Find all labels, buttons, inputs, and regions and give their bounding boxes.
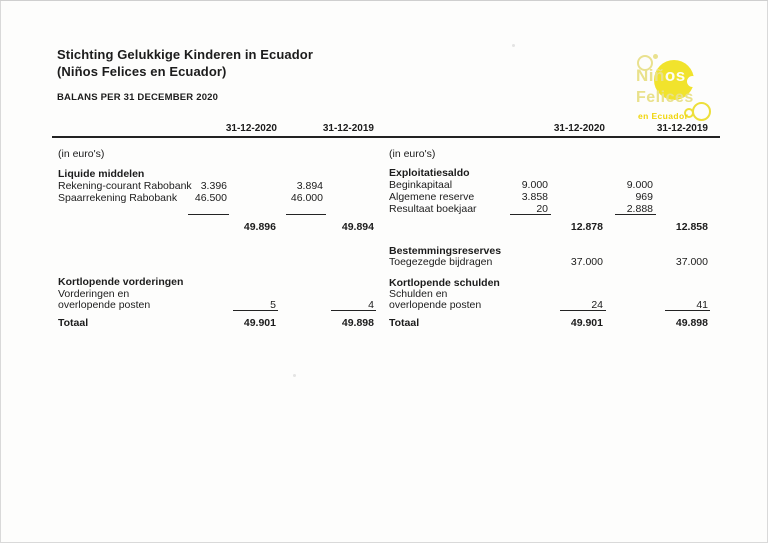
- subtotal-row: [389, 221, 708, 234]
- row-label: Spaarrekening Rabobank: [58, 192, 178, 204]
- table-row: [58, 192, 375, 205]
- table-row: [58, 299, 375, 312]
- value-2019: 9.000: [626, 179, 653, 191]
- total-rule-2020: [233, 310, 278, 311]
- unit-note: (in euro's): [58, 148, 105, 160]
- column-header-left-2019: 31-12-2019: [322, 123, 374, 134]
- row-label: Beginkapitaal: [389, 179, 453, 191]
- total-label: Totaal: [58, 317, 89, 329]
- subtotal-row: [58, 221, 375, 234]
- value-2020: 37.000: [570, 256, 603, 268]
- subtotal-rule-2020: [510, 214, 551, 215]
- total-rule-2020: [560, 310, 606, 311]
- value-2020: 46.500: [194, 192, 227, 204]
- total-rule-2019: [665, 310, 710, 311]
- logo-word-ninos-prefix: Niñ: [636, 66, 665, 85]
- total-2019: 49.898: [341, 317, 374, 329]
- subtotal-rule-2019: [615, 214, 656, 215]
- table-row: [389, 299, 708, 312]
- total-rule-2019: [331, 310, 376, 311]
- value-2019: 41: [696, 299, 708, 311]
- report-title: BALANS PER 31 DECEMBER 2020: [57, 92, 219, 103]
- total-2020: 49.901: [243, 317, 276, 329]
- value-2020: 24: [591, 299, 603, 311]
- row-label: Resultaat boekjaar: [389, 203, 477, 215]
- section-heading-kortlopende-schulden: Kortlopende schulden: [389, 277, 500, 289]
- logo-tagline: en Ecuador: [638, 111, 689, 121]
- total-2019: 49.898: [675, 317, 708, 329]
- value-2020: 5: [270, 299, 276, 311]
- assets-table: [58, 0, 375, 345]
- value-2020: 9.000: [521, 179, 548, 191]
- liabilities-table: [389, 0, 708, 345]
- value-2020: 3.396: [200, 180, 227, 192]
- row-label-wrap-line1: Schulden en: [389, 288, 448, 300]
- subtotal-2019: 49.894: [341, 221, 374, 233]
- section-heading-exploitatiesaldo: Exploitatiesaldo: [389, 167, 470, 179]
- value-2019: 37.000: [675, 256, 708, 268]
- column-header-left-2020: 31-12-2020: [225, 123, 277, 134]
- column-header-right-2019: 31-12-2019: [656, 123, 708, 134]
- value-2019: 2.888: [626, 203, 653, 215]
- column-header-right-2020: 31-12-2020: [553, 123, 605, 134]
- subtotal-rule-2020: [188, 214, 229, 215]
- value-2019: 46.000: [290, 192, 323, 204]
- subtotal-2020: 49.896: [243, 221, 276, 233]
- section-heading-liquide-middelen: Liquide middelen: [58, 168, 145, 180]
- row-label: Toegezegde bijdragen: [389, 256, 493, 268]
- unit-note: (in euro's): [389, 148, 436, 160]
- row-label: overlopende posten: [58, 299, 151, 311]
- section-heading-bestemmingsreserves: Bestemmingsreserves: [389, 245, 502, 257]
- row-label: Rekening-courant Rabobank: [58, 180, 192, 192]
- subtotal-rule-2019: [286, 214, 326, 215]
- logo-word-ninos-on-sun: os: [664, 66, 686, 85]
- row-label: overlopende posten: [389, 299, 482, 311]
- subtotal-2019: 12.858: [675, 221, 708, 233]
- logo-word-felices: Felices: [636, 89, 694, 106]
- scan-speck: [293, 374, 296, 377]
- value-2019: 4: [368, 299, 374, 311]
- value-2020: 3.858: [521, 191, 548, 203]
- total-2020: 49.901: [570, 317, 603, 329]
- value-2019: 969: [635, 191, 653, 203]
- document-title-line2: (Niños Felices en Ecuador): [57, 64, 227, 79]
- scan-speck: [512, 44, 515, 47]
- total-label: Totaal: [389, 317, 420, 329]
- section-heading-kortlopende-vorderingen: Kortlopende vorderingen: [58, 276, 184, 288]
- value-2019: 3.894: [296, 180, 323, 192]
- total-row: [389, 317, 708, 330]
- value-2020: 20: [536, 203, 548, 215]
- table-row: [389, 256, 708, 269]
- total-row: [58, 317, 375, 330]
- subtotal-2020: 12.878: [570, 221, 603, 233]
- row-label-wrap-line1: Vorderingen en: [58, 288, 130, 300]
- row-label: Algemene reserve: [389, 191, 475, 203]
- document-title-line1: Stichting Gelukkige Kinderen in Ecuador: [57, 47, 313, 62]
